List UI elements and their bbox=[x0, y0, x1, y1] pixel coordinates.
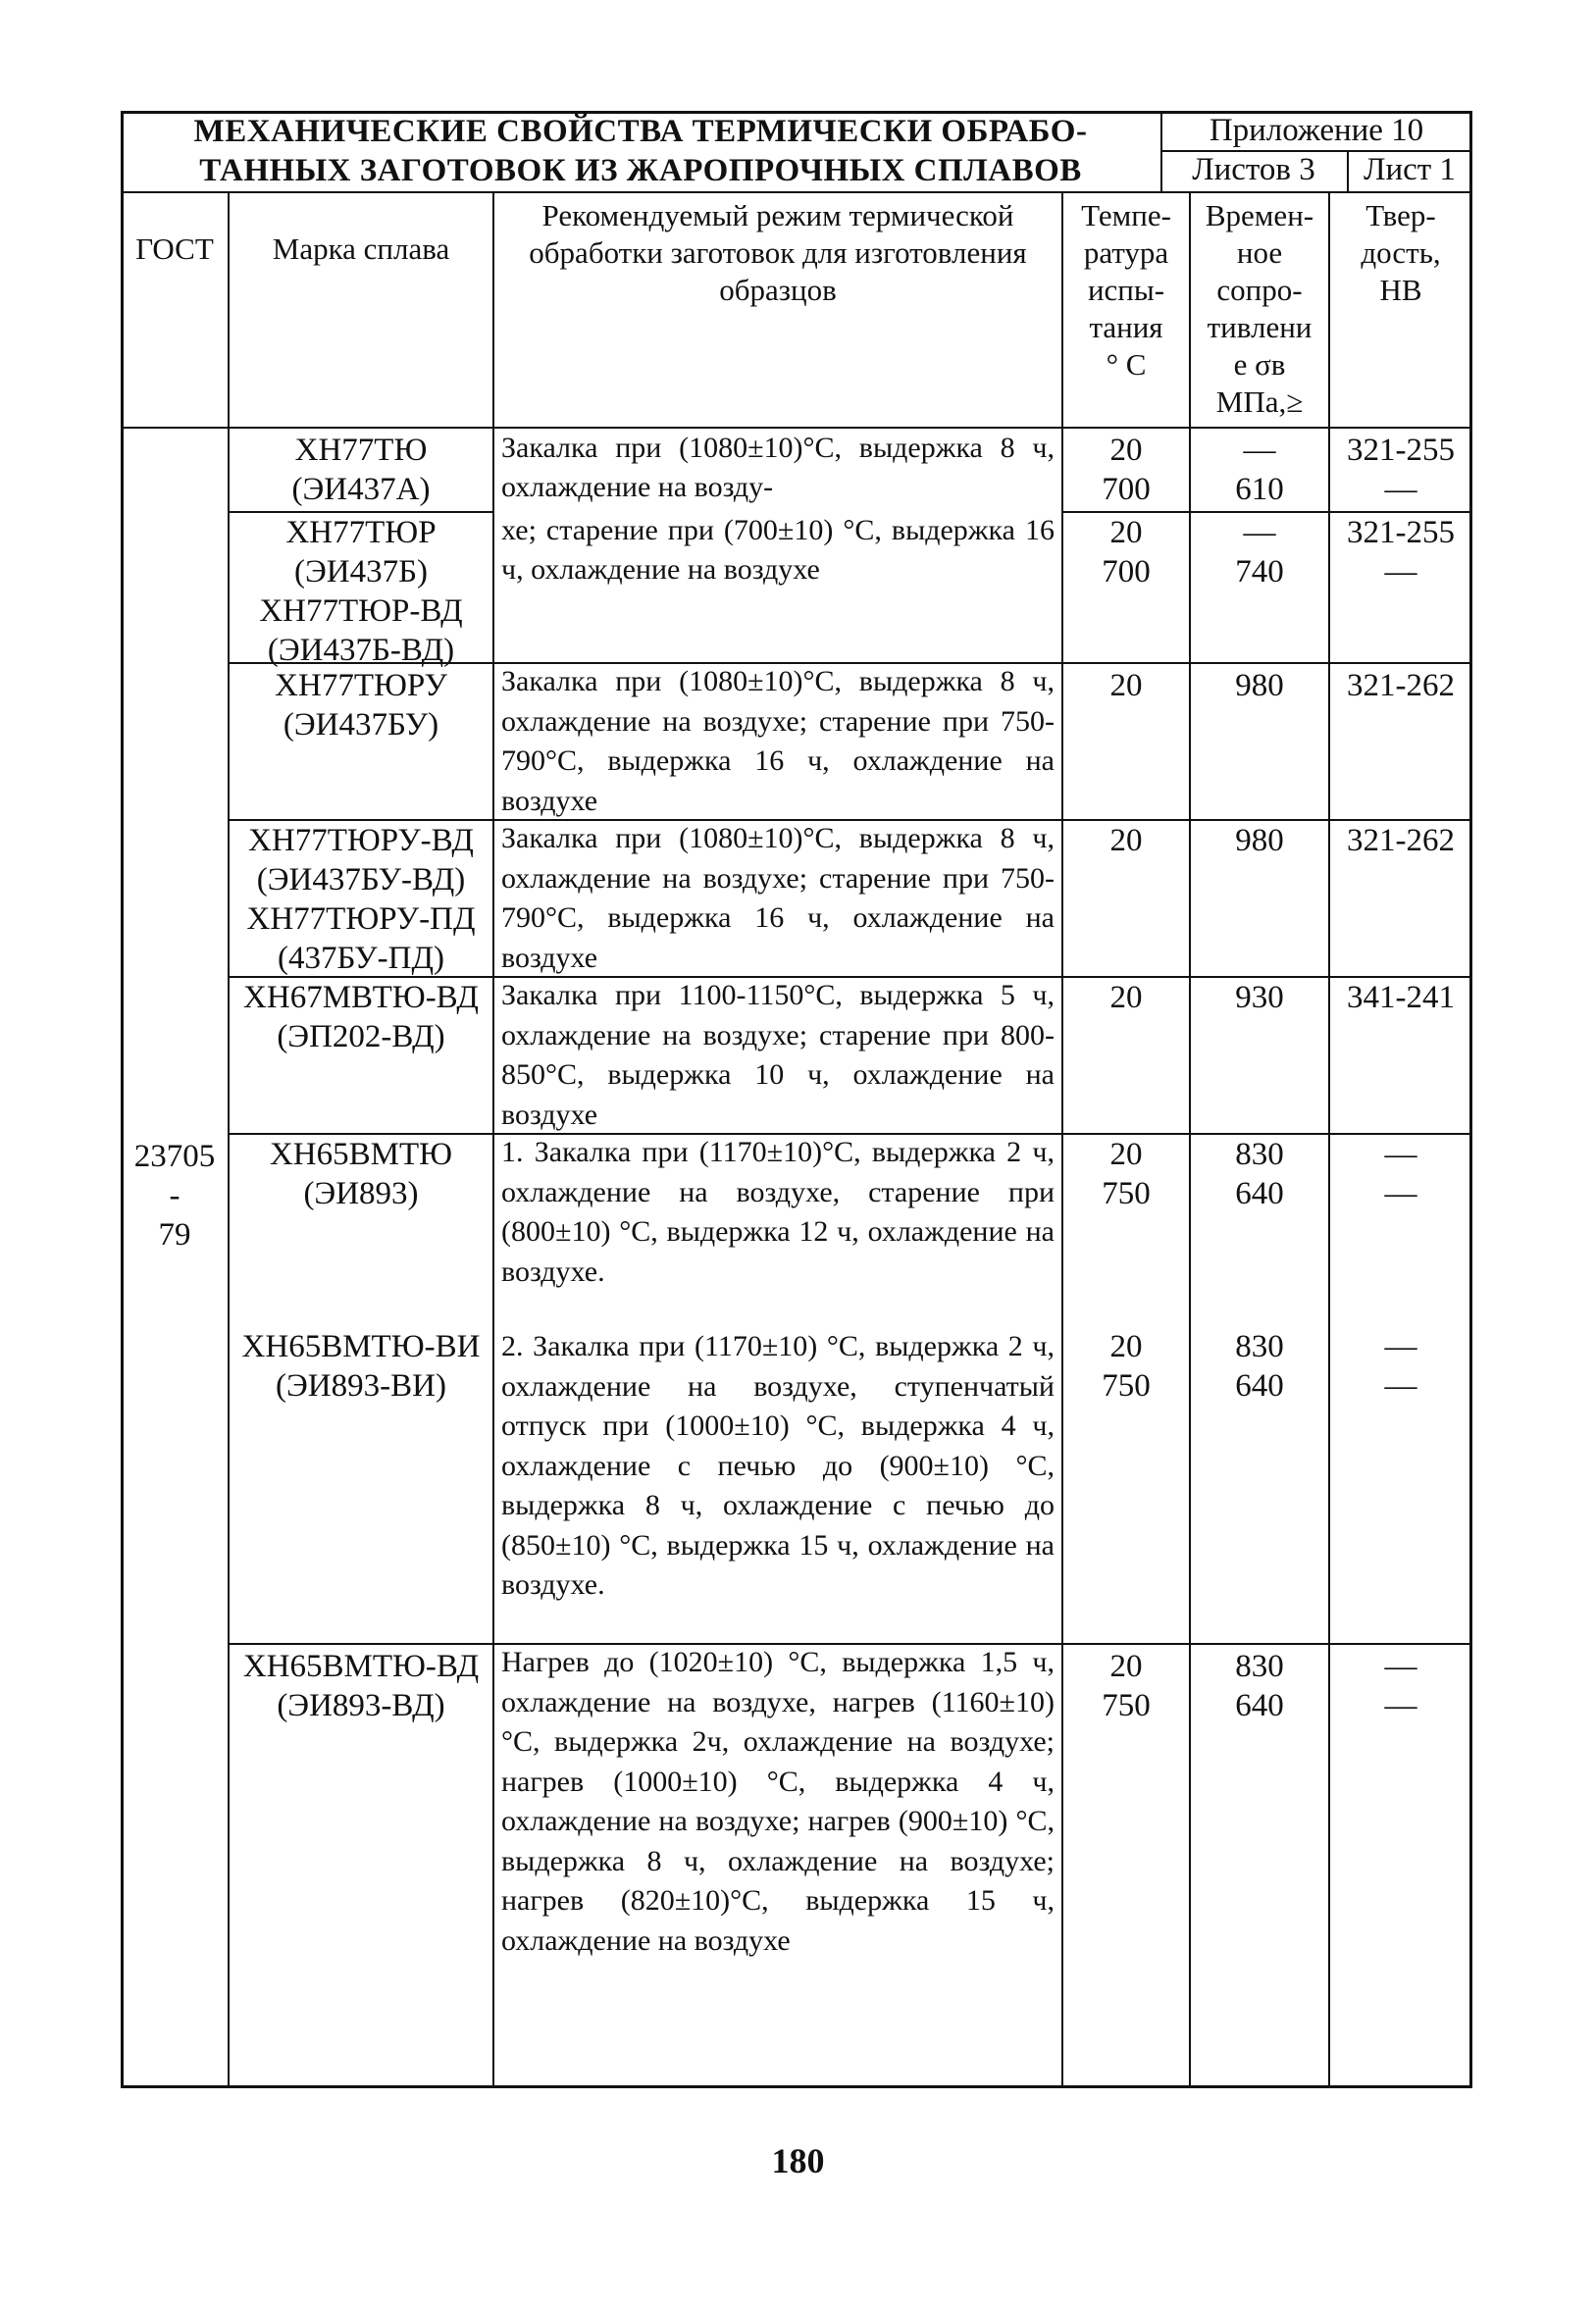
header-mode: Рекомендуемый режим термической обработки заготовок для изготовления образцов bbox=[529, 198, 1027, 307]
header-hardness: Твер- bbox=[1365, 198, 1436, 232]
alloy-grade: (ЭИ893) bbox=[303, 1176, 419, 1211]
header-temp: тания bbox=[1089, 310, 1163, 344]
hardness-hb: — bbox=[1384, 1137, 1417, 1172]
hardness-hb: — bbox=[1384, 1329, 1417, 1364]
alloy-grade: (ЭП202-ВД) bbox=[277, 1019, 445, 1054]
tensile-strength: 980 bbox=[1235, 823, 1284, 858]
header-strength: МПа,≥ bbox=[1215, 384, 1304, 419]
treatment-mode: хе; старение при (700±10) °С, выдержка 16 ч, охлаждение на воздухе bbox=[501, 514, 1055, 586]
table-title-line-1: МЕХАНИЧЕСКИЕ СВОЙСТВА ТЕРМИЧЕСКИ ОБРАБО- bbox=[193, 114, 1088, 149]
tensile-strength: — bbox=[1243, 433, 1276, 468]
treatment-mode: Закалка при 1100-1150°С, выдержка 5 ч, охлаждение на воздухе; старение при 800-850°С, выдержка 10 ч, охлаждение на воздухе bbox=[501, 979, 1055, 1131]
test-temperature: 20 bbox=[1109, 668, 1143, 703]
page-number: 180 bbox=[771, 2141, 825, 2180]
tensile-strength: 640 bbox=[1235, 1176, 1284, 1211]
column-line-2 bbox=[492, 193, 494, 2088]
treatment-mode: Закалка при (1080±10)°С, выдержка 8 ч, охлаждение на возду- bbox=[501, 432, 1055, 503]
tensile-strength: 610 bbox=[1235, 472, 1284, 507]
hardness-hb: 321-262 bbox=[1347, 668, 1455, 703]
test-temperature: 20 bbox=[1109, 433, 1143, 468]
table-title-line-2: ТАННЫХ ЗАГОТОВОК ИЗ ЖАРОПРОЧНЫХ СПЛАВОВ bbox=[199, 153, 1082, 188]
alloy-grade: (ЭИ893-ВИ) bbox=[276, 1368, 446, 1404]
alloy-grade: (ЭИ437Б-ВД) bbox=[267, 633, 455, 668]
treatment-mode: Закалка при (1080±10)°С, выдержка 8 ч, охлаждение на воздухе; старение при 750-790°С, выдержка 16 ч, охлаждение на воздухе bbox=[501, 822, 1055, 974]
hardness-hb: — bbox=[1384, 1649, 1417, 1684]
hardness-hb: — bbox=[1384, 1368, 1417, 1404]
alloy-grade: (437БУ-ПД) bbox=[278, 941, 444, 976]
test-temperature: 20 bbox=[1109, 1329, 1143, 1364]
gost-number: - bbox=[169, 1178, 180, 1213]
header-temp: ратура bbox=[1083, 235, 1169, 270]
test-temperature: 750 bbox=[1102, 1368, 1151, 1404]
header-hardness: НВ bbox=[1379, 273, 1422, 307]
alloy-grade: ХН77ТЮР-ВД bbox=[259, 593, 463, 629]
tensile-strength: 830 bbox=[1235, 1329, 1284, 1364]
alloy-grade: (ЭИ437БУ) bbox=[283, 707, 439, 743]
sheet-number: Лист 1 bbox=[1364, 152, 1456, 187]
alloy-grade: ХН77ТЮР bbox=[285, 515, 437, 550]
hardness-hb: 341-241 bbox=[1347, 980, 1455, 1015]
alloy-grade: ХН65ВМТЮ-ВД bbox=[242, 1649, 480, 1684]
header-strength: тивлени bbox=[1207, 310, 1313, 344]
gost-number: 79 bbox=[158, 1217, 191, 1253]
tensile-strength: 830 bbox=[1235, 1649, 1284, 1684]
table-border-bottom bbox=[121, 2085, 1472, 2088]
tensile-strength: 980 bbox=[1235, 668, 1284, 703]
table-border-left bbox=[121, 111, 124, 2088]
alloy-grade: (ЭИ437БУ-ВД) bbox=[256, 862, 466, 897]
alloy-grade: (ЭИ893-ВД) bbox=[277, 1688, 445, 1723]
hardness-hb: — bbox=[1384, 1688, 1417, 1723]
alloy-grade: (ЭИ437А) bbox=[291, 472, 431, 507]
header-strength: сопро- bbox=[1216, 273, 1303, 307]
hardness-hb: 321-255 bbox=[1347, 515, 1455, 550]
treatment-mode: 2. Закалка при (1170±10) °С, выдержка 2 ч, охлаждение на воздухе, ступенчатый отпуск при (1000±10) °С, выдержка 4 ч, охлаждение с печью до (900±10) °С, выдержка 8 ч, охлаждение с печью до (850±10) °С, выдержка 15 ч, охлаждение на воздухе. bbox=[501, 1330, 1055, 1601]
title-bottom-line bbox=[121, 191, 1472, 193]
test-temperature: 750 bbox=[1102, 1688, 1151, 1723]
hardness-hb: — bbox=[1384, 472, 1417, 507]
header-temp: ° С bbox=[1106, 347, 1147, 382]
test-temperature: 20 bbox=[1109, 980, 1143, 1015]
header-hardness: дость, bbox=[1361, 235, 1441, 270]
sheets-count: Листов 3 bbox=[1192, 152, 1315, 187]
gost-number: 23705 bbox=[133, 1139, 216, 1174]
header-strength: е σв bbox=[1233, 347, 1286, 382]
header-gost: ГОСТ bbox=[135, 231, 214, 266]
hardness-hb: 321-255 bbox=[1347, 433, 1455, 468]
test-temperature: 20 bbox=[1109, 1137, 1143, 1172]
treatment-mode: 1. Закалка при (1170±10)°С, выдержка 2 ч, охлаждение на воздухе, старение при (800±10) °С, выдержка 12 ч, охлаждение на воздухе. bbox=[501, 1136, 1055, 1288]
hardness-hb: — bbox=[1384, 1176, 1417, 1211]
header-strength: ное bbox=[1236, 235, 1283, 270]
alloy-grade: (ЭИ437Б) bbox=[293, 554, 429, 589]
treatment-mode: Нагрев до (1020±10) °С, выдержка 1,5 ч, охлаждение на воздухе, нагрев (1160±10) °С, выдержка 2ч, охлаждение на воздухе; нагрев (1000±10) °С, выдержка 4 ч, охлаждение на воздухе; нагрев (900±10) °С, выдержка 8 ч, охлаждение на воздухе; нагрев (820±10)°С, выдержка 15 ч, охлаждение на воздухе bbox=[501, 1646, 1055, 1957]
hardness-hb: — bbox=[1384, 554, 1417, 589]
test-temperature: 20 bbox=[1109, 1649, 1143, 1684]
alloy-grade: ХН65ВМТЮ-ВИ bbox=[241, 1329, 481, 1364]
alloy-grade: ХН67МВТЮ-ВД bbox=[243, 980, 479, 1015]
tensile-strength: 640 bbox=[1235, 1688, 1284, 1723]
tensile-strength: — bbox=[1243, 515, 1276, 550]
hardness-hb: 321-262 bbox=[1347, 823, 1455, 858]
test-temperature: 20 bbox=[1109, 515, 1143, 550]
header-strength: Времен- bbox=[1205, 198, 1314, 232]
properties-table bbox=[121, 111, 1472, 2088]
treatment-mode: Закалка при (1080±10)°С, выдержка 8 ч, охлаждение на воздухе; старение при 750-790°С, выдержка 16 ч, охлаждение на воздухе bbox=[501, 665, 1055, 817]
tensile-strength: 930 bbox=[1235, 980, 1284, 1015]
appendix-label: Приложение 10 bbox=[1209, 113, 1424, 148]
test-temperature: 700 bbox=[1102, 554, 1151, 589]
alloy-grade: ХН77ТЮ bbox=[294, 433, 428, 468]
alloy-grade: ХН65ВМТЮ bbox=[269, 1137, 453, 1172]
test-temperature: 750 bbox=[1102, 1176, 1151, 1211]
header-grade: Марка сплава bbox=[272, 231, 450, 266]
tensile-strength: 740 bbox=[1235, 554, 1284, 589]
test-temperature: 700 bbox=[1102, 472, 1151, 507]
tensile-strength: 830 bbox=[1235, 1137, 1284, 1172]
test-temperature: 20 bbox=[1109, 823, 1143, 858]
alloy-grade: ХН77ТЮРУ bbox=[275, 668, 447, 703]
header-temp: Темпе- bbox=[1081, 198, 1171, 232]
alloy-grade: ХН77ТЮРУ-ПД bbox=[246, 901, 476, 937]
alloy-grade: ХН77ТЮРУ-ВД bbox=[248, 823, 474, 858]
tensile-strength: 640 bbox=[1235, 1368, 1284, 1404]
header-temp: испы- bbox=[1087, 273, 1165, 307]
table-border-right bbox=[1469, 111, 1472, 2088]
